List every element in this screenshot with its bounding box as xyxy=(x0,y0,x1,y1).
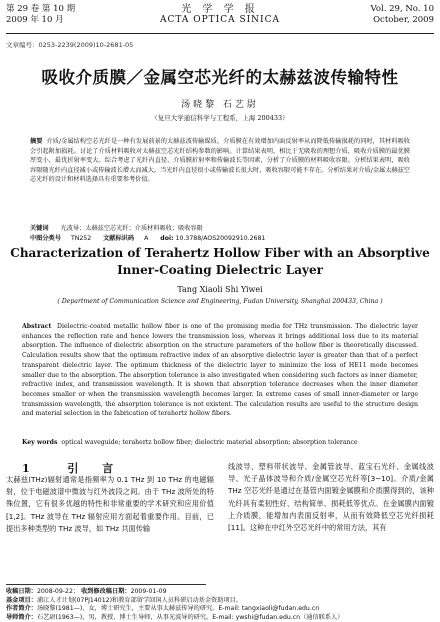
footnote-advisor xyxy=(6,614,434,622)
section-title: 引 言 xyxy=(67,462,124,475)
volume-issue-en xyxy=(371,4,434,26)
abstract-en-label: Abstract xyxy=(22,323,52,330)
keywords-en: optical waveguide; terahertz hollow fiber; dielectric material absorption; absorption tolerance xyxy=(61,439,358,446)
revised-label: 收到修改稿日期： xyxy=(81,588,131,595)
fund-text: 浦江人才计划(07PJ14012)和教育部留学回国人员科研启动基金资助项目。 xyxy=(36,596,242,604)
body-column-left: 太赫兹(THz)辐射通常是指频率为 0.1 THz 到 10 THz 的电磁辐射，位于电磁波谱中微波与红外波段之间。由于 THz 波所处的特殊位置，它有很多优越的特性和非常重要的学术研究和应用价值[1,2]。THz 波导在 THz 辐射应用方面起着重要作用。目前，已提出多种类型的 THz 波导，如 THz 共面传输 xyxy=(6,475,214,533)
journal-name-en: ACTA OPTICA SINICA xyxy=(159,15,281,25)
author-bio: 汤晓黎(1981—)，女，博士研究生，主要从事太赫兹传导的研究。E-mail: tangxiaoli@fudan.edu.cn xyxy=(36,605,320,613)
metadata-cn xyxy=(30,224,410,243)
keywords-en-label: Key words xyxy=(22,439,58,446)
doc-code-value: A xyxy=(144,234,149,242)
revised-date: 2009-01-09 xyxy=(130,588,167,595)
abstract-cn-text: 介质/金属结构空芯光纤是一种有发展前景的太赫兹波传输媒质。介质膜在有效增加内面反射率从而降低传输损耗的同时，其材料吸收会引起附加损耗。讨论了介质材料吸收对太赫兹空芯光纤结构参数的影响。计算结果表明，相比于无吸收的理想介质，吸收介质膜的最优膜厚变小，最优折射率变大。综合考虑了光纤内直径、介质膜折射率和传输波长等因素，分析了介质膜的材料吸收容限。分析结果表明，吸收容限随光纤内直径减小或传输波长增大而减大。当光纤内直径很小或传输波长很大时，吸收容限可能不存在。分析结果对介质/金属太赫兹空芯光纤的设计和材料选择具有重要参考价值。 xyxy=(30,138,410,184)
abstract-cn xyxy=(30,137,410,185)
advisor-bio: 石艺尉(1963—)，男，教授，博士生导师，从事光波导的研究。E-mail: ywshi@fudan.edu.cn（通信联系人） xyxy=(36,613,344,621)
advisor-bio-label: 导师简介： xyxy=(6,613,37,621)
footnote-dates xyxy=(6,588,434,597)
keywords-en-line xyxy=(22,438,418,447)
clc-label: 中图分类号 xyxy=(30,234,61,242)
footnote-rule xyxy=(6,584,206,585)
journal-name-cn: 光 学 学 报 xyxy=(181,4,259,15)
doc-code-label: 文献标识码 xyxy=(103,234,135,242)
title-cn: 吸收介质膜／金属空芯光纤的太赫兹波传输特性 xyxy=(41,68,399,87)
section-number: 1 xyxy=(22,462,40,475)
volume-line: 第 29 卷 第 10 期 xyxy=(6,4,76,14)
received-date: 2008-09-22； xyxy=(36,588,80,595)
fund-label: 基金项目： xyxy=(6,596,37,604)
footnote-author xyxy=(6,605,434,614)
header-rule xyxy=(6,33,434,34)
classification-line xyxy=(30,234,410,244)
doi-value: 10.3788/AOS20092910.2681 xyxy=(175,234,266,242)
authors-en: Tang Xiaoli Shi Yiwei xyxy=(177,285,263,294)
clc-value: TN252 xyxy=(70,234,92,242)
abstract-cn-label: 摘要 xyxy=(30,138,43,145)
keywords-cn: 光波导；太赫兹空芯光纤；介质材料吸收；吸收容限 xyxy=(60,225,203,232)
author-bio-label: 作者简介： xyxy=(6,605,37,613)
volume-line-en: Vol. 29, No. 10 xyxy=(370,4,434,14)
abstract-en-text: Dielectric-coated metallic hollow fiber is one of the promising media for THz transmission. The dielectric layer enhances the reflection rate and hence lowers the transmission loss, whereas it brings additional loss due to its material absorption. The influence of dielectric absorption on the structure parameters of the hollow fiber is theoretically discussed. Calculation results show that the optimum refractive index of an absorptive dielectric layer is greater than that of a perfect transparent dielectric layer. The optimum thickness of the dielectric layer to minimize the loss of HE11 mode becomes smaller due to the absorption. The absorption tolerance is also investigated when considering such factors as inner diameter, refractive index, and transmission wavelength. It is shown that absorption tolerance decreases when the inner diameter becomes smaller or when the transmission wavelength becomes larger. In extreme cases of small inner-diameter or large transmission wavelength, the absorption tolerance is not existent. The calculation results are useful to the structure design and material selection in the fabrication of terahertz hollow fibers. xyxy=(22,323,418,418)
authors-cn: 汤晓黎 石艺尉 xyxy=(181,100,259,110)
footnote-fund xyxy=(6,597,434,606)
affiliation-cn: （复旦大学通信科学与工程系，上海 200433） xyxy=(151,114,289,122)
doi-label: doi: xyxy=(160,234,174,242)
date-line-en: October, 2009 xyxy=(373,15,434,25)
date-line-cn: 2009 年 10 月 xyxy=(6,15,64,25)
running-header xyxy=(6,4,434,34)
body-column-right: 线波导、塑料带状波导、金属管波导、蓝宝石光纤、金属线波导、光子晶体波导和介质/金属空芯光纤等[3~10]。介质/金属 THz 空芯光纤是通过在基管内面镀金属膜和介质膜得到的，该种光纤具有柔韧性好、结构简单、损耗低等优点。在金属膜内面镀上介质膜，能增加内表面反射率，从而有效降低空芯光纤损耗[11]。这种在中红外空芯光纤中的常用方法，其有 xyxy=(228,462,434,533)
keywords-cn-label: 关键词 xyxy=(30,225,49,232)
title-en: Characterization of Terahertz Hollow Fiber with an Absorptive Inner-Coating Dielectric Layer xyxy=(10,246,430,277)
affiliation-en: ( Department of Communication Science and Engineering, Fudan University, Shanghai 200433, China ) xyxy=(57,298,383,305)
footnotes xyxy=(6,588,434,622)
abstract-en xyxy=(22,322,418,419)
article-number: 文章编号：0253-2239(2009)10-2681-05 xyxy=(6,41,134,49)
received-label: 收稿日期： xyxy=(6,588,37,595)
keywords-cn-line xyxy=(30,224,410,234)
